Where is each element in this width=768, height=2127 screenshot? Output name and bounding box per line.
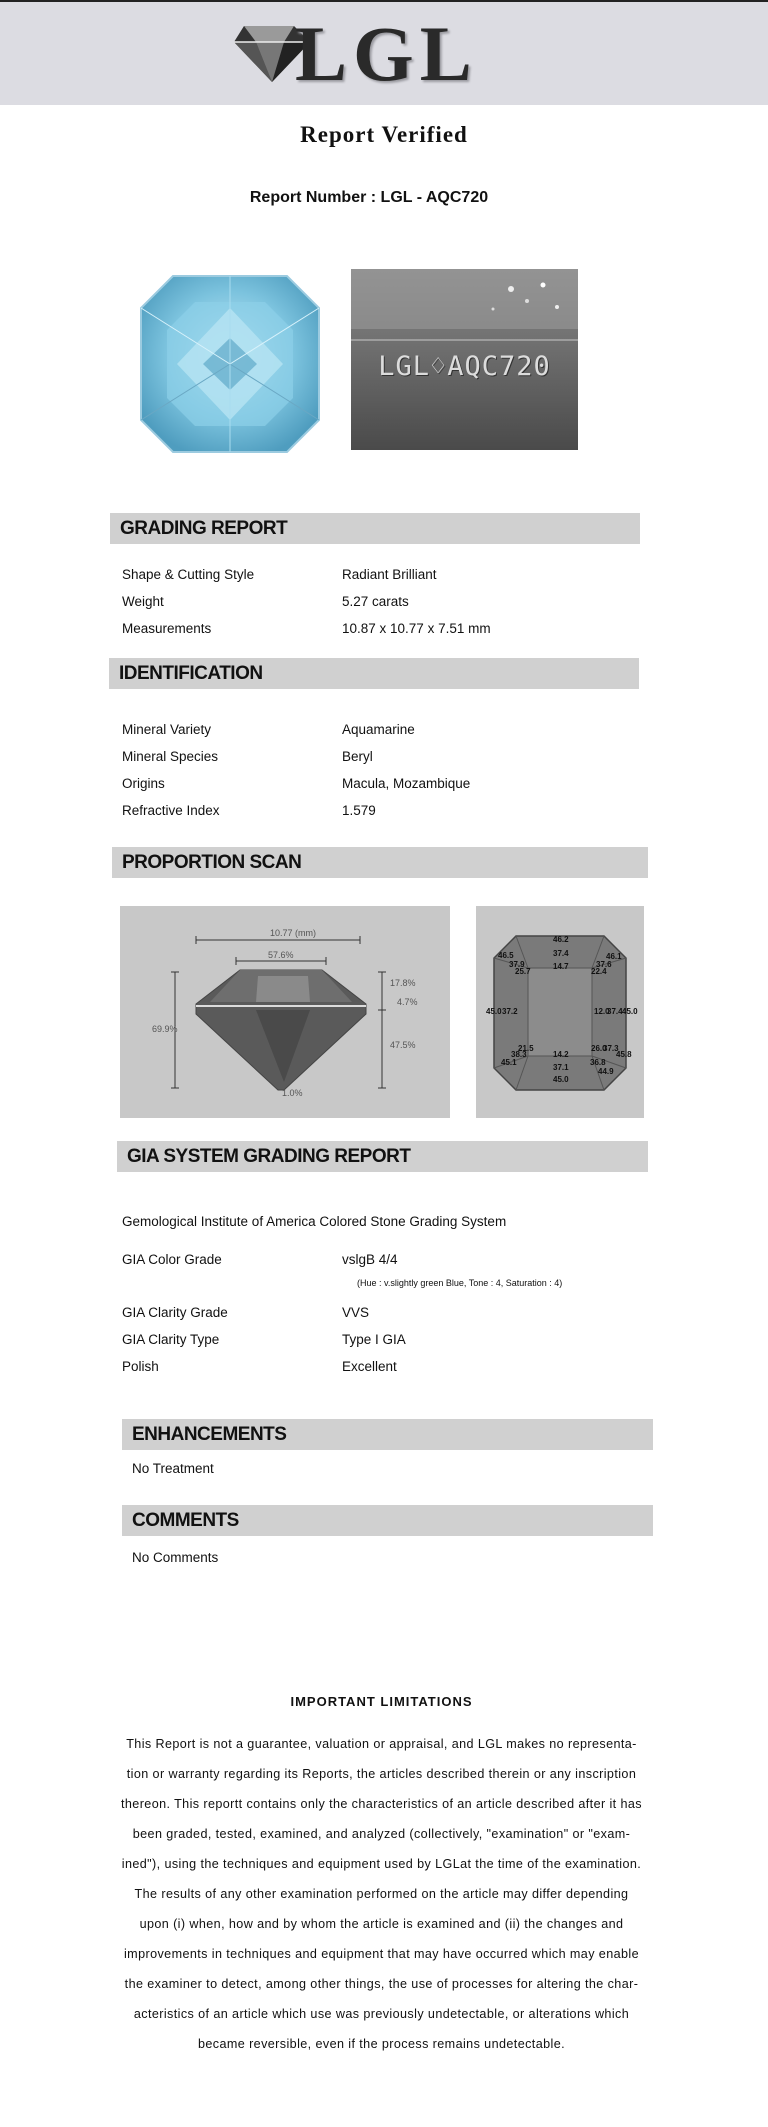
row-value: vslgB 4/4 — [342, 1252, 398, 1267]
tv-value: 26.0 — [591, 1044, 607, 1053]
limitations-heading: IMPORTANT LIMITATIONS — [290, 1694, 473, 1709]
gia-intro: Gemological Institute of America Colored Stone Grading System — [122, 1214, 507, 1229]
side-girdle-label: 4.7% — [397, 997, 418, 1007]
tv-value: 45.0 — [622, 1007, 638, 1016]
row-label: Weight — [122, 594, 164, 609]
enhancements-text: No Treatment — [132, 1461, 214, 1476]
enhancements-title: ENHANCEMENTS — [132, 1424, 287, 1445]
row-value: Macula, Mozambique — [342, 776, 471, 791]
tv-value: 37.3 — [603, 1044, 619, 1053]
header-banner — [0, 0, 768, 105]
tv-value: 37.4 — [607, 1007, 623, 1016]
row-value: Aquamarine — [342, 722, 415, 737]
enhancements-heading — [122, 1419, 653, 1450]
tv-value: 45.0 — [553, 1075, 569, 1084]
limitations-line: upon (i) when, how and by whom the article is examined and (ii) the changes and — [139, 1917, 624, 1931]
row-label: GIA Clarity Grade — [122, 1305, 228, 1320]
tv-value: 46.2 — [553, 935, 569, 944]
row-label: Measurements — [122, 621, 212, 636]
inscription-photo — [351, 269, 578, 450]
tv-value: 37.6 — [596, 960, 612, 969]
gia-report-heading — [117, 1141, 648, 1172]
side-width-label: 10.77 (mm) — [270, 928, 317, 938]
limitations-line: the examiner to detect, among other things, the use of processes for altering the char- — [124, 1977, 639, 1991]
row-label: Mineral Species — [122, 749, 219, 764]
comments-heading — [122, 1505, 653, 1536]
tv-value: 21.5 — [518, 1044, 534, 1053]
row-value: Radiant Brilliant — [342, 567, 437, 582]
limitations-line: acteristics of an article which use was previously undetectable, or alterations which — [133, 2007, 630, 2021]
tv-value: 46.1 — [606, 952, 622, 961]
limitations-line: The results of any other examination performed on the article may differ depending — [134, 1887, 629, 1901]
comments-title: COMMENTS — [132, 1510, 239, 1531]
tv-value: 45.8 — [616, 1050, 632, 1059]
tv-value: 46.5 — [498, 951, 514, 960]
page-title: Report Verified — [300, 122, 468, 147]
side-culet-label: 1.0% — [282, 1088, 303, 1098]
row-label: GIA Color Grade — [122, 1252, 222, 1267]
limitations-line: improvements in techniques and equipment that may have occurred which may enable — [123, 1947, 640, 1961]
limitations-line: This Report is not a guarantee, valuation or appraisal, and LGL makes no representa- — [126, 1737, 637, 1751]
comments-text: No Comments — [132, 1550, 219, 1565]
limitations-line: became reversible, even if the process remains undetectable. — [197, 2037, 565, 2051]
tv-value: 22.4 — [591, 967, 607, 976]
top-view-values — [476, 906, 644, 1118]
row-label: GIA Clarity Type — [122, 1332, 220, 1347]
side-crown-label: 17.8% — [390, 978, 416, 988]
tv-value: 14.2 — [553, 1050, 569, 1059]
tv-value: 45.1 — [501, 1058, 517, 1067]
row-label: Shape & Cutting Style — [122, 567, 255, 582]
row-label: Mineral Variety — [122, 722, 212, 737]
tv-value: 37.1 — [553, 1063, 569, 1072]
row-value: Beryl — [342, 749, 373, 764]
identification-title: IDENTIFICATION — [119, 663, 263, 684]
limitations-line: tion or warranty regarding its Reports, the articles described therein or any inscription — [126, 1767, 637, 1781]
proportion-scan-heading — [112, 847, 648, 878]
identification-heading — [109, 658, 639, 689]
row-value: 5.27 carats — [342, 594, 409, 609]
gia-color-note: (Hue : v.slightly green Blue, Tone : 4, Saturation : 4) — [357, 1278, 563, 1288]
logo-text: LGL — [295, 10, 478, 97]
report-number: Report Number : LGL - AQC720 — [249, 189, 489, 206]
tv-value: 37.4 — [553, 949, 569, 958]
row-value: 10.87 x 10.77 x 7.51 mm — [342, 621, 491, 636]
tv-value: 36.8 — [590, 1058, 606, 1067]
row-value: Excellent — [342, 1359, 397, 1374]
tv-value: 37.9 — [509, 960, 525, 969]
row-label: Refractive Index — [122, 803, 220, 818]
proportion-scan-title: PROPORTION SCAN — [122, 852, 302, 873]
top-view-diagram — [476, 906, 644, 1118]
grading-report-title: GRADING REPORT — [120, 518, 288, 539]
limitations-line: been graded, tested, examined, and analyzed (collectively, "examination" or "exam- — [132, 1827, 631, 1841]
tv-value: 38.3 — [511, 1050, 527, 1059]
inscription-text: LGL♢AQC720 — [378, 351, 551, 382]
grading-report-heading — [110, 513, 640, 544]
side-depth-label: 69.9% — [152, 1024, 178, 1034]
side-pavilion-label: 47.5% — [390, 1040, 416, 1050]
tv-value: 25.7 — [515, 967, 531, 976]
row-value: VVS — [342, 1305, 370, 1320]
row-value: 1.579 — [342, 803, 376, 818]
row-value: Type I GIA — [342, 1332, 406, 1347]
side-table-label: 57.6% — [268, 950, 294, 960]
side-profile-diagram — [120, 906, 450, 1118]
lgl-logo — [232, 10, 492, 97]
tv-value: 12.0 — [594, 1007, 610, 1016]
tv-value: 37.2 — [502, 1007, 518, 1016]
gem-photo — [133, 268, 327, 460]
limitations-line: ined"), using the techniques and equipment used by LGLat the time of the examination. — [121, 1857, 642, 1871]
gia-report-title: GIA SYSTEM GRADING REPORT — [127, 1146, 411, 1167]
row-label: Origins — [122, 776, 165, 791]
row-label: Polish — [122, 1359, 159, 1374]
tv-value: 45.0 — [486, 1007, 502, 1016]
limitations-line: thereon. This reportt contains only the characteristics of an article described after it has — [121, 1797, 642, 1811]
tv-value: 14.7 — [553, 962, 569, 971]
tv-value: 44.9 — [598, 1067, 614, 1076]
